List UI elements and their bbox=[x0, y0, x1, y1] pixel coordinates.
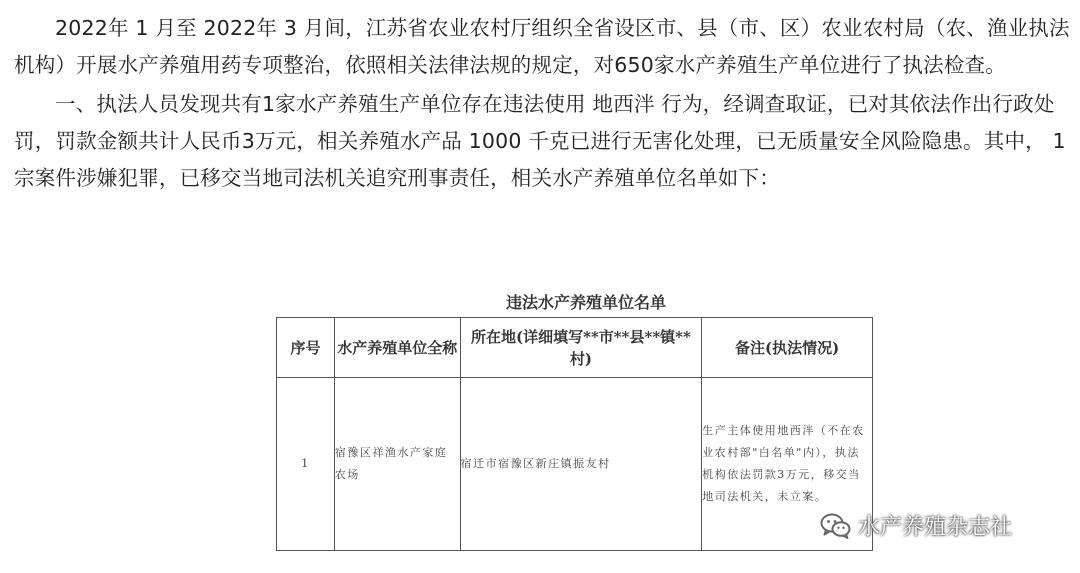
violation-units-table bbox=[276, 317, 873, 551]
watermark-text: 水产养殖杂志社 bbox=[858, 515, 1013, 540]
watermark bbox=[820, 510, 1012, 541]
cell-unit-name: 宿豫区祥渔水产家庭农场 bbox=[334, 378, 460, 551]
cell-location: 宿迁市宿豫区新庄镇振友村 bbox=[460, 378, 702, 551]
cell-index: 1 bbox=[277, 378, 335, 551]
header-remarks: 备注(执法情况) bbox=[702, 318, 873, 378]
cell-remarks: 生产主体使用地西泮（不在农业农村部"白名单"内），执法机构依法罚款3万元，移交当地司法机关，未立案。 bbox=[702, 378, 873, 551]
wechat-icon bbox=[820, 512, 852, 540]
header-unit-name: 水产养殖单位全称 bbox=[334, 318, 460, 378]
paragraph-findings: 一、执法人员发现共有1家水产养殖生产单位存在违法使用 地西泮 行为，经调查取证，已对其依法作出行政处罚，罚款金额共计人民币3万元，相关养殖水产品 1000 千克已进行无害化处理，已无质量安全风险隐患。其中， 1 宗案件涉嫌犯罪，已移交当地司法机关追究刑事责任，相关水产养殖单位名单如下： bbox=[14, 92, 1066, 190]
table-title: 违法水产养殖单位名单 bbox=[505, 293, 666, 312]
paragraph-intro: 2022年 1 月至 2022年 3 月间，江苏省农业农村厅组织全省设区市、县（市、区）农业农村局（农、渔业执法机构）开展水产养殖用药专项整治，依照相关法律法规的规定，对650家水产养殖生产单位进行了执法检查。 bbox=[14, 16, 1070, 77]
header-location: 所在地(详细填写**市**县**镇**村) bbox=[460, 318, 702, 378]
article-body bbox=[14, 10, 1074, 199]
table-header-row bbox=[277, 318, 873, 378]
header-index: 序号 bbox=[277, 318, 335, 378]
table-row bbox=[277, 378, 873, 551]
